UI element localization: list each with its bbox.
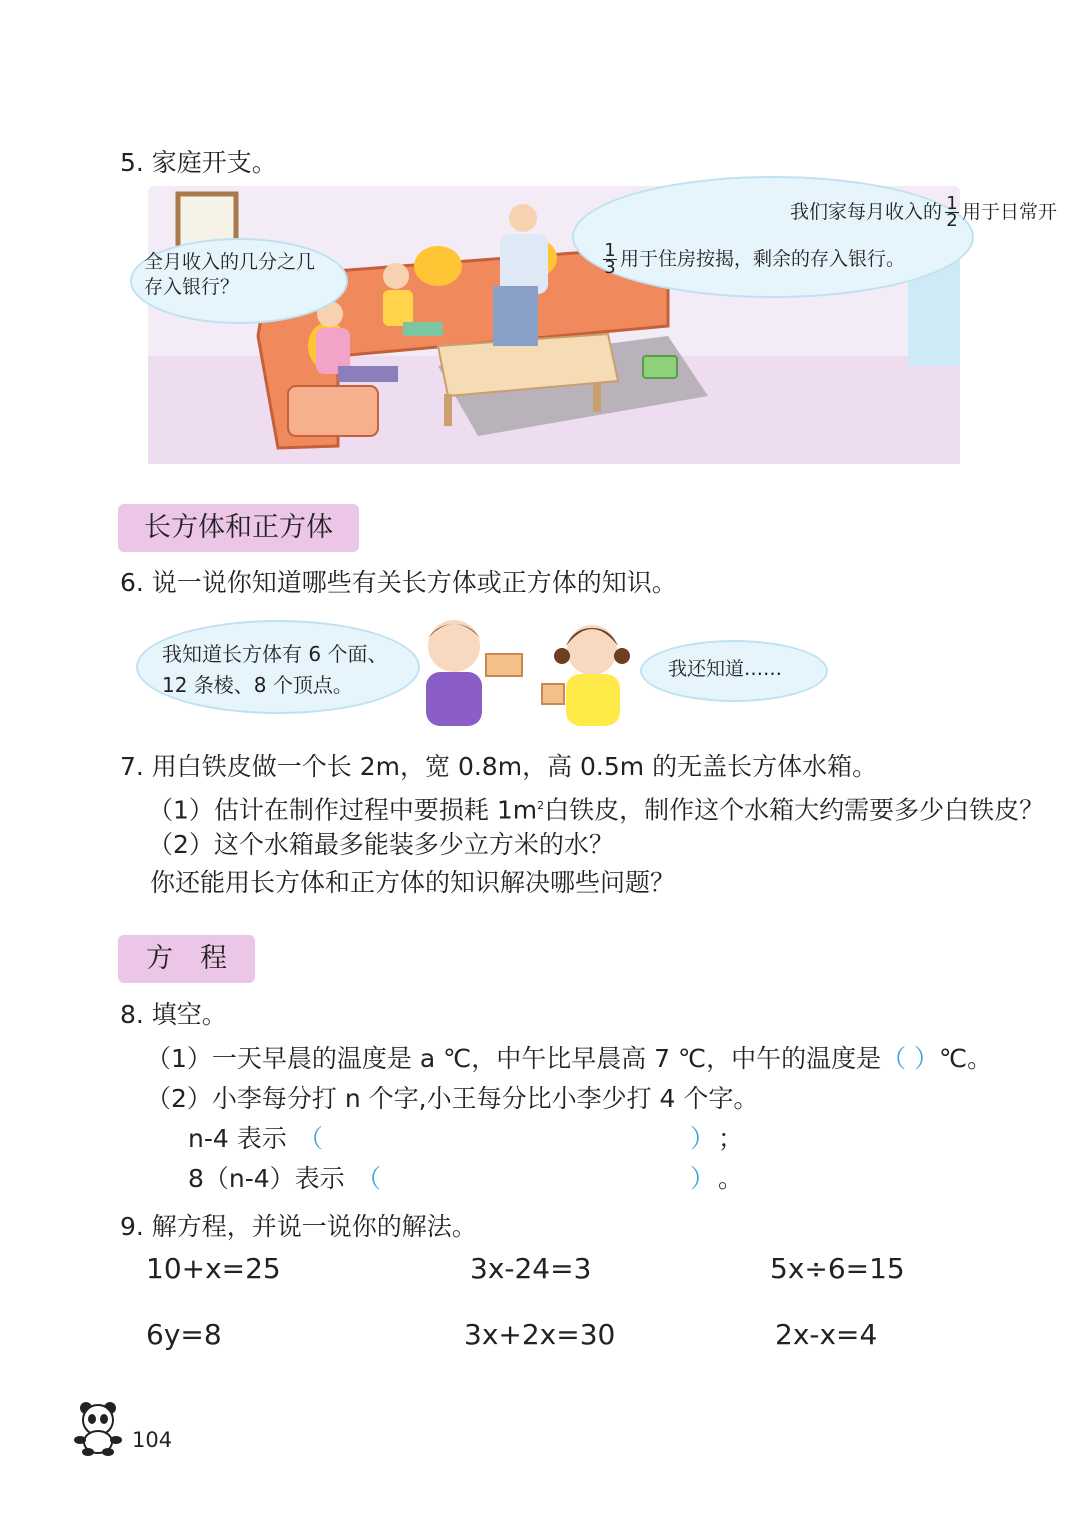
bubble-boy-line1: 我知道长方体有 6 个面、 xyxy=(162,642,388,666)
page-number: 104 xyxy=(132,1428,173,1452)
q7-extra: 你还能用长方体和正方体的知识解决哪些问题？ xyxy=(150,868,676,897)
bubble-boy-line2: 12 条棱、8 个顶点。 xyxy=(162,673,353,697)
bubble-girl-text: 我还知道…… xyxy=(668,658,783,680)
answer-blank-open[interactable]: （ xyxy=(298,1124,324,1153)
section-tag-cuboid: 长方体和正方体 xyxy=(118,504,359,552)
speech-bubble-right xyxy=(572,176,974,298)
equation: 3x-24=3 xyxy=(470,1252,592,1285)
q8-title: 8. 填空。 xyxy=(120,1000,227,1029)
q6-title: 6. 说一说你知道哪些有关长方体或正方体的知识。 xyxy=(120,568,677,597)
fraction-half: $\frac{1}{2}$ xyxy=(946,193,958,231)
q8-line-b-punct: 。 xyxy=(718,1164,744,1193)
section-tag-equation: 方 程 xyxy=(118,935,255,983)
panda-icon xyxy=(72,1400,124,1456)
bubble-right-line1: 我们家每月收入的 $\frac{1}{2}$ 用于日常开 xyxy=(790,193,1058,231)
equation: 10+x=25 xyxy=(146,1252,281,1285)
q7-sub2: （2）这个水箱最多能装多少立方米的水？ xyxy=(148,830,614,859)
q8-line-b-label: 8（n-4）表示 xyxy=(188,1164,345,1193)
q9-title: 9. 解方程，并说一说你的解法。 xyxy=(120,1212,477,1241)
answer-blank-open[interactable]: （ xyxy=(356,1164,382,1193)
children-illustration xyxy=(410,610,650,728)
answer-blank-close: ） xyxy=(690,1164,716,1193)
equation: 5x÷6=15 xyxy=(770,1252,905,1285)
q7-title: 7. 用白铁皮做一个长 2m，宽 0.8m，高 0.5m 的无盖长方体水箱。 xyxy=(120,752,878,781)
bubble-left-line1: 全月收入的几分之几 xyxy=(144,251,316,273)
bubble-left-line2: 存入银行？ xyxy=(144,276,240,298)
q5-title: 5. 家庭开支。 xyxy=(120,148,277,177)
equation: 6y=8 xyxy=(146,1318,222,1351)
equation: 2x-x=4 xyxy=(775,1318,878,1351)
answer-blank[interactable]: （ ） xyxy=(881,1044,940,1073)
answer-blank-close: ） xyxy=(690,1124,716,1153)
fraction-third: $\frac{1}{3}$ xyxy=(604,240,616,278)
equation: 3x+2x=30 xyxy=(464,1318,616,1351)
q7-sub1: （1）估计在制作过程中要损耗 $1m^2$白铁皮，制作这个水箱大约需要多少白铁皮？ xyxy=(148,795,1045,825)
q8-sub2: （2）小李每分打 n 个字,小王每分比小李少打 4 个字。 xyxy=(146,1084,759,1113)
q8-line-a-label: n-4 表示 xyxy=(188,1124,287,1153)
q8-sub1: （1）一天早晨的温度是 a ℃，中午比早晨高 7 ℃，中午的温度是（ ）℃。 xyxy=(146,1044,993,1073)
q8-line-a-punct: ； xyxy=(718,1124,744,1153)
bubble-right-line2: $\frac{1}{3}$ 用于住房按揭，剩余的存入银行。 xyxy=(604,240,906,278)
